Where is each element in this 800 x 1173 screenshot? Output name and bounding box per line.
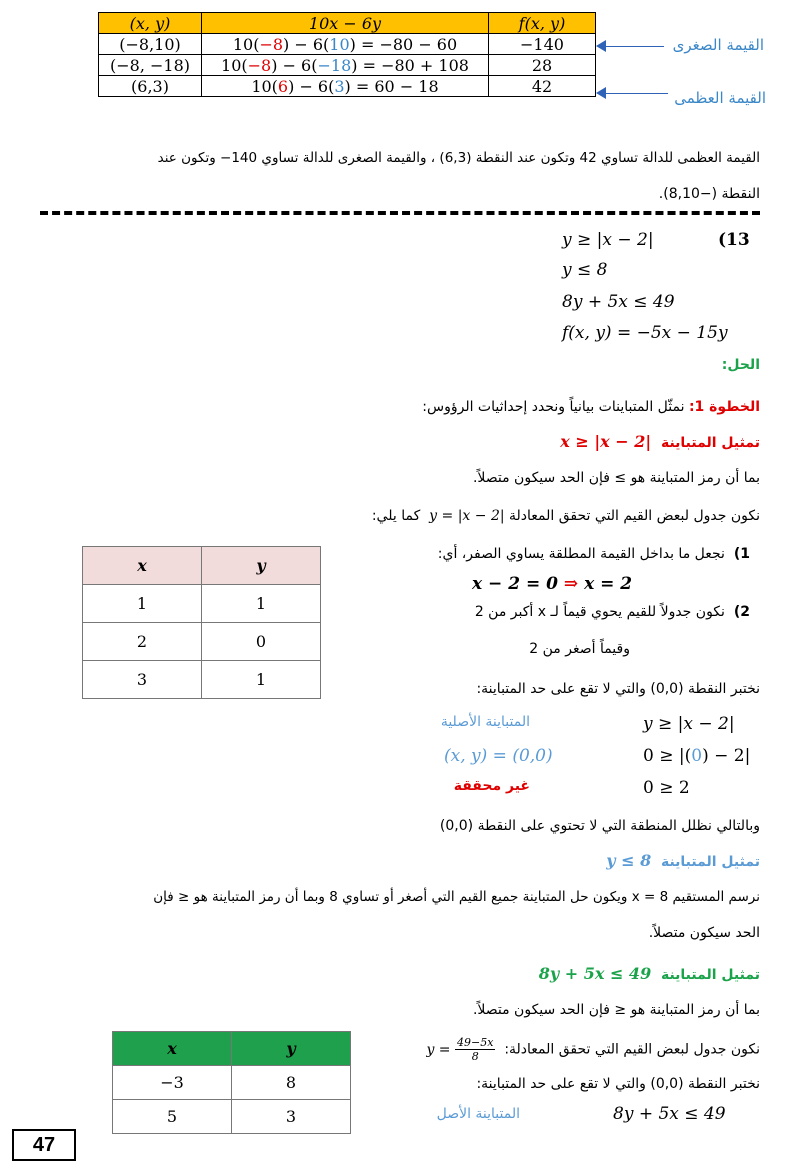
ineq2-p1: نرسم المستقيم x = 8 ويكون حل المتباينة جميع القيم التي أصغر أو تساوي 8 وبما أن رمز المتباينة هو ≤ فإن [153, 889, 760, 905]
ineq2-p2: الحد سيكون متصلاً. [648, 925, 760, 941]
conclusion-line-1: القيمة العظمى للدالة تساوي 42 وتكون عند النقطة (6,3) ، والقيمة الصغرى للدالة تساوي 140− وتكون عند [157, 150, 760, 166]
max-label: القيمة العظمى [674, 89, 766, 107]
max-arrow-line [604, 93, 668, 94]
row-point: (−8, −18) [99, 55, 202, 76]
row-calc: 10(−8) − 6(10) = −80 − 60 [202, 34, 489, 55]
fraction: $\frac{49-5x}{8}$ [456, 1036, 494, 1063]
ineq3-table [112, 1031, 351, 1134]
row-f: −140 [489, 34, 596, 55]
ineq1-item2-line2: وقيماً أصغر من 2 [529, 641, 630, 657]
row-point: (6,3) [99, 76, 202, 97]
ineq3-title: تمثيل المتباينة 8y + 5x ≤ 49 [538, 964, 760, 983]
ineq1-title: تمثيل المتباينة x ≥ |x − 2| [560, 432, 760, 451]
ineq1-substitution: 0 ≥ |(0) − 2| [643, 746, 751, 766]
row-point: (−8,10) [99, 34, 202, 55]
problem-number: (13 [718, 230, 750, 250]
values-table-header [99, 13, 596, 34]
ineq3-test-intro: نختبر النقطة (0,0) والتي لا تقع على حد المتباينة: [476, 1076, 760, 1092]
table-row: 3 1 [83, 661, 321, 699]
constraint-3: 8y + 5x ≤ 49 [562, 292, 675, 312]
header-f: f(x, y) [489, 13, 596, 34]
table-row [99, 76, 596, 97]
ineq3-orig-label: المتباينة الأصل [436, 1106, 520, 1122]
ineq1-item1: 1) نجعل ما بداخل القيمة المطلقة يساوي الصفر، أي: [437, 546, 750, 562]
ineq1-test-point: (x, y) = (0,0) [444, 746, 553, 766]
table-row: 2 0 [83, 623, 321, 661]
col-y: y [232, 1032, 351, 1066]
ineq1-orig-math: y ≥ |x − 2| [643, 714, 735, 734]
page-number: 47 [12, 1129, 76, 1161]
min-label: القيمة الصغرى [672, 36, 764, 54]
ineq1-orig-label: المتباينة الأصلية [440, 714, 530, 730]
section-divider [40, 211, 760, 215]
row-calc: 10(−8) − 6(−18) = −80 + 108 [202, 55, 489, 76]
table-row [99, 34, 596, 55]
solution-label: الحل: [721, 357, 760, 373]
ineq1-shade: وبالتالي نظلل المنطقة التي لا تحتوي على النقطة (0,0) [439, 818, 760, 834]
ineq1-test-intro: نختبر النقطة (0,0) والتي لا تقع على حد المتباينة: [476, 681, 760, 697]
ineq1-table [82, 546, 321, 699]
conclusion-line-2: النقطة (−8,10). [658, 186, 760, 202]
table-row [99, 55, 596, 76]
min-arrow-line [604, 46, 664, 47]
row-f: 42 [489, 76, 596, 97]
table-row: 1 1 [83, 585, 321, 623]
ineq2-title: تمثيل المتباينة y ≤ 8 [606, 851, 760, 870]
ineq3-orig-math: 8y + 5x ≤ 49 [613, 1104, 726, 1124]
col-x: x [83, 547, 202, 585]
step1: الخطوة 1: نمثّل المتباينات بيانياً ونحدد إحداثيات الرؤوس: [422, 399, 760, 415]
constraint-1: y ≥ |x − 2| [562, 230, 654, 250]
constraint-2: y ≤ 8 [562, 260, 608, 280]
row-calc: 10(6) − 6(3) = 60 − 18 [202, 76, 489, 97]
ineq1-p2: نكون جدول لبعض القيم التي تحقق المعادلة y = |x − 2| كما يلي: [371, 508, 760, 524]
col-y: y [202, 547, 321, 585]
ineq1-result: 0 ≥ 2 [643, 778, 690, 798]
ineq1-item1-math: x − 2 = 0 ⇒ x = 2 [472, 574, 633, 594]
ineq1-false-label: غير محققة [453, 778, 530, 794]
header-expression: 10x − 6y [202, 13, 489, 34]
values-table [98, 12, 596, 97]
row-f: 28 [489, 55, 596, 76]
header-point: (x, y) [99, 13, 202, 34]
ineq1-item2: 2) نكون جدولاً للقيم يحوي قيماً لـ x أكبر من 2 [474, 604, 750, 620]
ineq1-p1: بما أن رمز المتباينة هو ≥ فإن الحد سيكون متصلاً. [472, 470, 760, 486]
ineq3-p2: نكون جدول لبعض القيم التي تحقق المعادلة: y = $\frac{49-5x}{8}$ [426, 1036, 760, 1063]
table-row: 5 3 [113, 1100, 351, 1134]
ineq3-p1: بما أن رمز المتباينة هو ≤ فإن الحد سيكون متصلاً. [472, 1002, 760, 1018]
col-x: x [113, 1032, 232, 1066]
table-row: −3 8 [113, 1066, 351, 1100]
objective-function: f(x, y) = −5x − 15y [562, 323, 728, 343]
